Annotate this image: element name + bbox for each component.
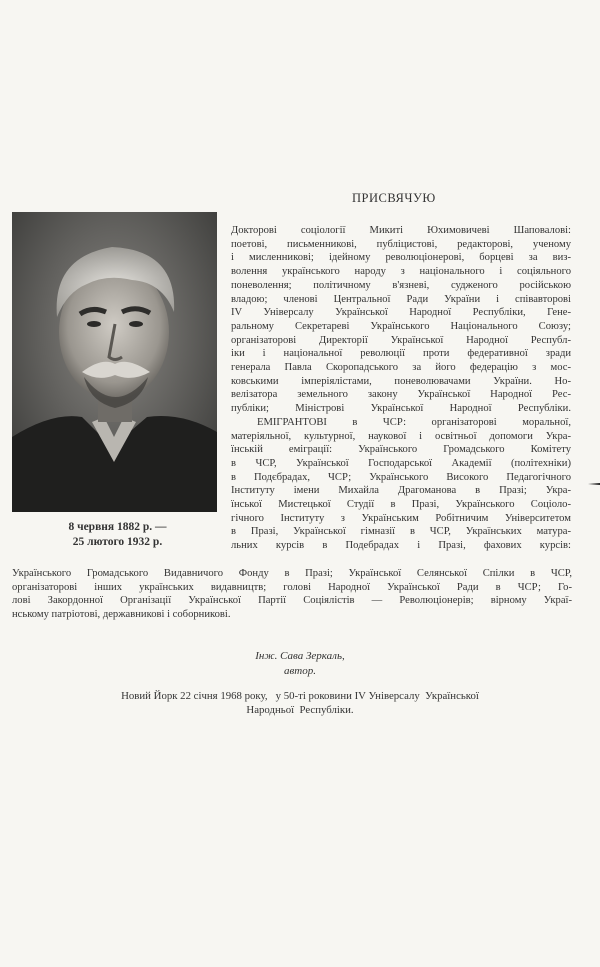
body-line: льних курсів в Подебрадах і Празі, фахових курсів: bbox=[231, 540, 571, 552]
death-date: 25 лютого 1932 р. bbox=[72, 536, 163, 548]
body-line: ЕМІГРАНТОВІ в ЧСР: організаторові моральної, bbox=[257, 416, 571, 428]
continuation-line: Українського Громадського Видавничого Фонду в Празі; Української Селянської Спілки в ЧСР, bbox=[12, 568, 572, 579]
body-line: Інституту імени Михайла Драгоманова в Празі; Укра- bbox=[231, 485, 571, 497]
dedication-body bbox=[231, 224, 571, 553]
body-line: поневолення; політичному в'язневі, судженого російською bbox=[231, 279, 571, 291]
body-line: ковськими імперіялістами, поневолювачами України. Но- bbox=[231, 375, 571, 387]
continuation-line: нському патріотові, державникові і соборникові. bbox=[12, 609, 231, 621]
body-line: владою; членові Центральної Ради України і співавторові bbox=[231, 293, 571, 305]
body-line: в ЧСР, Української Господарської Академії (політехніки) bbox=[231, 457, 571, 469]
body-line: іки і національної революції проти федеративної зради bbox=[231, 348, 571, 360]
continuation-line: лові Закордонної Організації Української Партії Соціялістів — Революціонерів; вірному Украї- bbox=[12, 595, 572, 607]
body-line: поетові, письменникові, публіцистові, редакторові, ученому bbox=[231, 238, 571, 250]
portrait-photo bbox=[12, 212, 217, 512]
body-line: волення українського народу з національного і соціяльного bbox=[231, 266, 571, 278]
body-line: матеріяльної, культурної, наукової і освітньої допомоги Укра- bbox=[231, 430, 571, 442]
dedication-heading: ПРИСВЯЧУЮ bbox=[352, 191, 436, 205]
body-line: їнської Мистецької Студії в Празі, Українського Соціоло- bbox=[231, 499, 571, 511]
body-line: генерала Павла Скоропадського за його федерацію з мос- bbox=[231, 362, 571, 374]
body-line: в Празі, Української гімназії в ЧСР, Українських матура- bbox=[231, 526, 571, 538]
body-line: в Подєбрадах, ЧСР; Українського Високого Педагогічного bbox=[231, 471, 571, 483]
body-line: Докторові соціології Микиті Юхимовичеві Шаповалові: bbox=[231, 225, 571, 236]
author-role: автор. bbox=[284, 665, 316, 677]
place-date-footer bbox=[40, 689, 560, 717]
dedication-continuation bbox=[12, 567, 572, 622]
body-line: гічного Інституту з Українським Робітничим Університетом bbox=[231, 512, 571, 524]
body-line: велізатора земельного закону Української Народної Рес- bbox=[231, 389, 571, 401]
life-dates bbox=[20, 520, 215, 550]
footer-line: Новий Йорк 22 січня 1968 року, у 50-ті роковини IV Універсалу Української bbox=[121, 690, 479, 702]
author-name: Інж. Сава Зеркаль, bbox=[255, 650, 345, 662]
margin-mark bbox=[588, 481, 600, 487]
footer-line: Народньої Республіки. bbox=[246, 704, 354, 716]
body-line: їнській еміграції: Українського Громадського Комітету bbox=[231, 444, 571, 456]
body-line: організаторові Директорії Української Народної Республ- bbox=[231, 334, 571, 346]
body-line: ральному Секретареві Українського Національного Союзу; bbox=[231, 320, 571, 332]
author-signature bbox=[200, 649, 400, 679]
birth-date: 8 червня 1882 р. — bbox=[68, 521, 167, 533]
body-line: і мисленникові; ідейному революціонерові, борцеві за виз- bbox=[231, 252, 571, 264]
body-line: публіки; Міністрові Української Народної Республіки. bbox=[231, 403, 571, 415]
body-line: IV Універсалу Української Народної Республіки, Гене- bbox=[231, 307, 571, 319]
portrait-image bbox=[12, 212, 217, 512]
continuation-line: організаторові інших українських видавництв; голові Народної Української Ради в ЧСР; Го- bbox=[12, 581, 572, 593]
